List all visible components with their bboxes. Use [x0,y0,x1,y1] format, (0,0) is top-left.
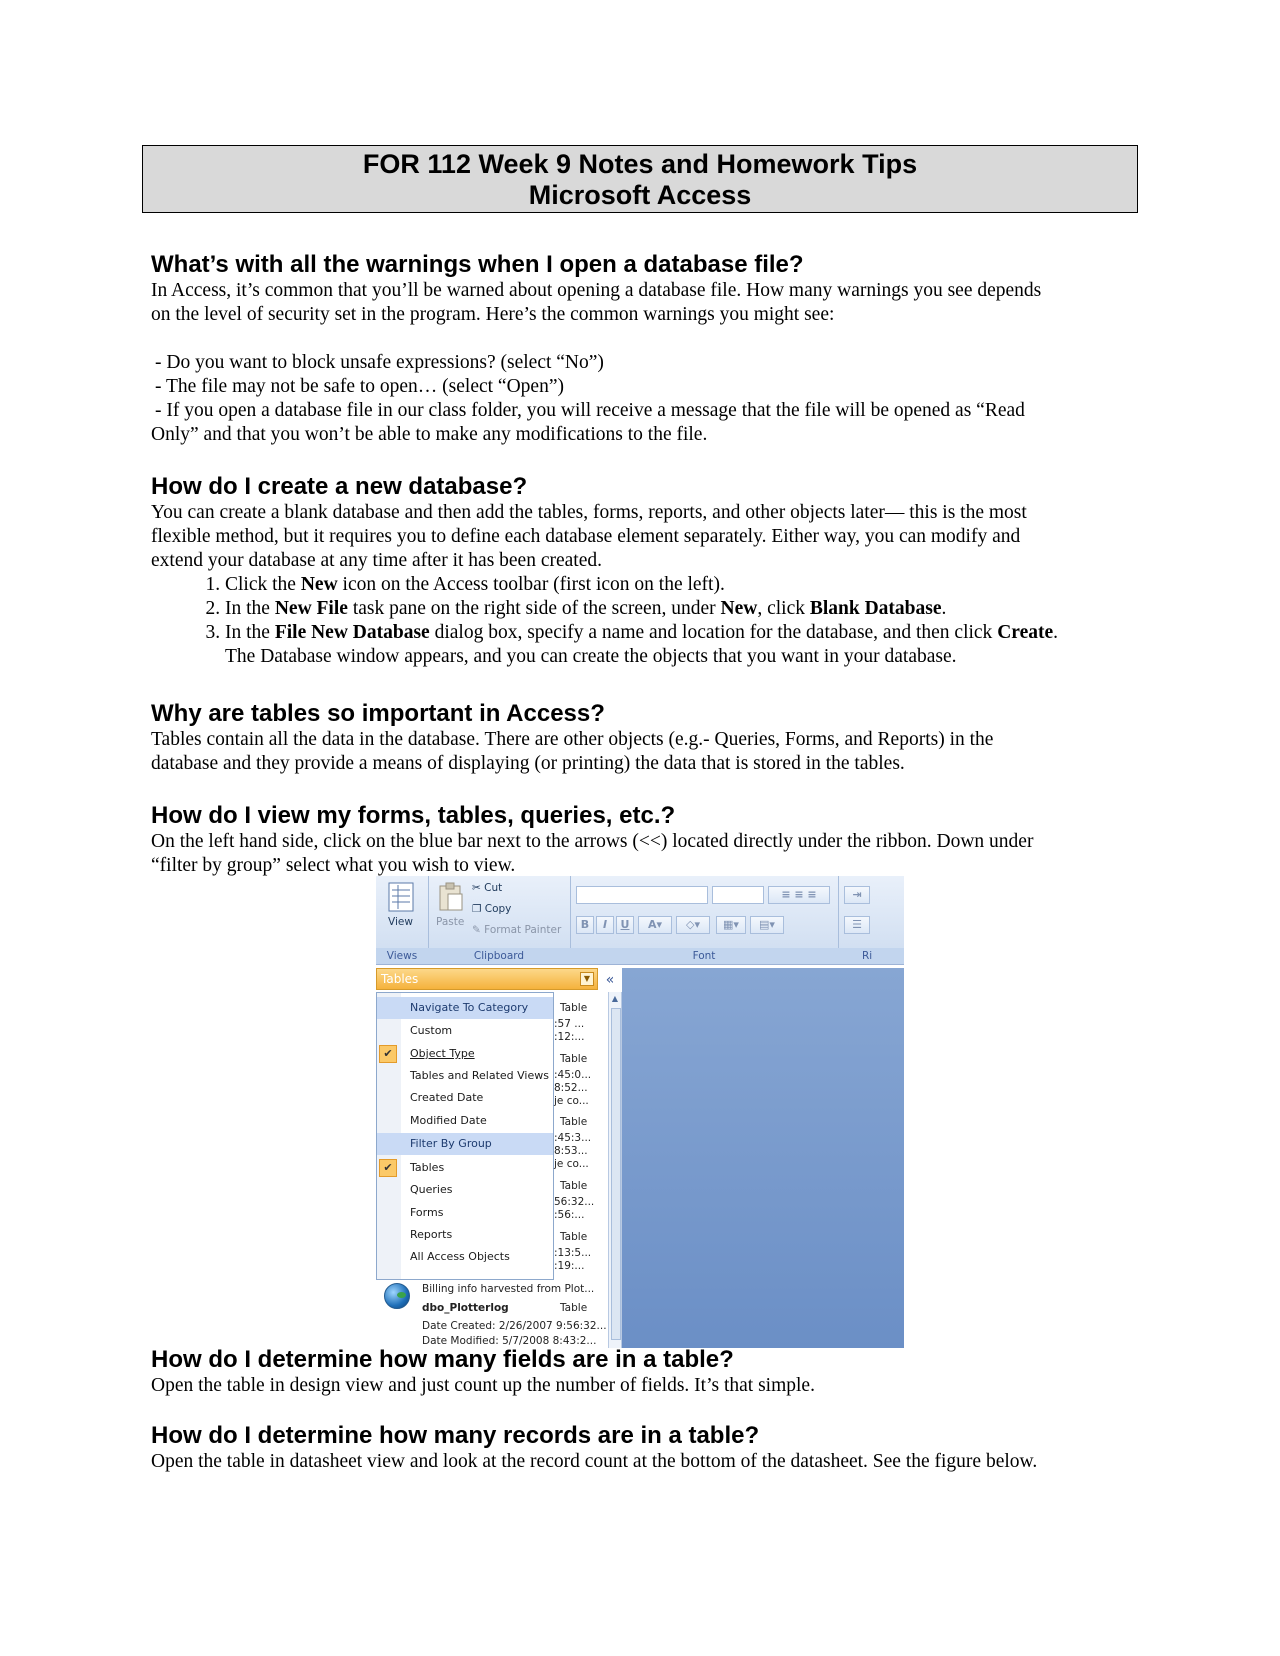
format-painter-button[interactable]: ✎ Format Painter [472,924,562,936]
ribbon-group-views [376,876,429,964]
font-name-select[interactable] [576,886,708,904]
create-step-2: 2. In the New File task pane on the right side of the screen, under New, click Blank Database. [225,597,1126,621]
nav-list-fragment: Table [560,1116,588,1128]
warnings-bullet-continued: Only” and that you won’t be able to make any modifications to the file. [151,424,708,445]
date-modified: Date Modified: 5/7/2008 8:43:2... [422,1335,597,1347]
brush-icon: ✎ [472,924,481,936]
records-para: Open the table in datasheet view and look at the record count at the bottom of the datasheet. See the figure below. [151,1451,1038,1472]
heading-view: How do I view my forms, tables, queries, etc.? [151,802,676,829]
heading-records: How do I determine how many records are in a table? [151,1422,760,1449]
heading-create: How do I create a new database? [151,473,528,500]
menu-item-created-date[interactable]: Created Date [410,1091,484,1104]
list-button[interactable]: ☰ [844,916,870,934]
bold-button[interactable]: B [576,916,594,934]
nav-list-fragment: Table [560,1180,588,1192]
nav-list-fragment: :13:5... [554,1247,592,1259]
scroll-up-icon[interactable]: ▲ [611,994,619,1003]
nav-list-fragment: Table [560,1053,588,1065]
menu-header-navigate: Navigate To Category [377,997,553,1019]
heading-tables: Why are tables so important in Access? [151,700,605,727]
indent-button[interactable]: ⇥ [844,886,870,904]
tables-para-line1: Tables contain all the data in the database. There are other objects (e.g.- Queries, Forms, and Reports) in the [151,729,994,750]
checkmark-icon: ✔ [379,1045,397,1063]
section-records [151,1422,1126,1474]
group-label-rich: Ri [838,948,904,964]
menu-item-reports[interactable]: Reports [410,1228,453,1241]
nav-list-fragment: 56:32... [554,1196,595,1208]
create-para-line1: You can create a blank database and then add the tables, forms, reports, and other objects later— this is the most [151,502,1027,523]
italic-button[interactable]: I [596,916,614,934]
paste-icon[interactable] [438,882,464,912]
nav-list-fragment: 8:53... [554,1145,588,1157]
underline-button[interactable]: U [616,916,634,934]
create-step-3: 3. In the File New Database dialog box, specify a name and location for the database, and then click Create. The Database window appears, and you can create the objects that you want in your database. [225,621,1126,669]
heading-fields: How do I determine how many fields are in a table? [151,1346,734,1373]
group-label-font: Font [570,948,838,964]
nav-list-fragment: :45:3... [554,1132,592,1144]
section-create [151,473,1126,669]
table-name[interactable]: dbo_Plotterlog [422,1302,509,1314]
nav-pane-header[interactable]: Tables ▼ [376,968,598,990]
font-size-select[interactable] [712,886,764,904]
fields-para: Open the table in design view and just count up the number of fields. It’s that simple. [151,1375,815,1396]
menu-item-queries[interactable]: Queries [410,1183,453,1196]
view-icon[interactable] [388,882,414,912]
nav-list-fragment: je co... [554,1095,589,1107]
heading-warnings: What’s with all the warnings when I open a database file? [151,251,804,278]
section-fields [151,1346,1126,1398]
access-ribbon [376,876,904,965]
nav-scrollbar[interactable] [608,992,622,1348]
nav-list-fragment: :12:... [554,1031,585,1043]
warnings-para-line1: In Access, it’s common that you’ll be warned about opening a database file. How many warnings you see depends [151,280,1042,301]
menu-item-forms[interactable]: Forms [410,1206,444,1219]
group-label-clipboard: Clipboard [428,948,570,964]
view-para-line2: “filter by group” select what you wish to view. [151,855,516,876]
paste-button[interactable]: Paste [436,916,465,928]
billing-description: Billing info harvested from Plot... [422,1283,595,1295]
ribbon-group-font [570,876,839,964]
section-view [151,802,1126,878]
menu-item-custom[interactable]: Custom [410,1024,453,1037]
nav-list-fragment: :56:... [554,1209,585,1221]
document-subtitle: Microsoft Access [528,180,752,210]
scissors-icon: ✂ [472,882,481,894]
nav-list-fragment: Table [560,1002,588,1014]
warnings-bullet: - Do you want to block unsafe expressions? (select “No”) [155,352,604,373]
view-para-line1: On the left hand side, click on the blue bar next to the arrows (<<) located directly under the ribbon. Down under [151,831,1034,852]
create-para-line3: extend your database at any time after it has been created. [151,550,602,571]
nav-list-fragment: 8:52... [554,1082,588,1094]
date-created: Date Created: 2/26/2007 9:56:32... [422,1320,607,1332]
warnings-bullet: - If you open a database file in our class folder, you will receive a message that the file will be opened as “Read [155,400,1025,421]
gridlines-button[interactable]: ▦▾ [716,916,746,934]
menu-item-all-objects[interactable]: All Access Objects [410,1250,510,1263]
section-tables [151,700,1126,776]
create-para-line2: flexible method, but it requires you to define each database element separately. Either way, you can modify and [151,526,1021,547]
menu-item-modified-date[interactable]: Modified Date [410,1114,487,1127]
create-step-1: 1. Click the New icon on the Access toolbar (first icon on the left). [225,573,1126,597]
alternate-fill-button[interactable]: ▤▾ [750,916,784,934]
table-type: Table [560,1302,588,1314]
workspace-area [622,968,904,1348]
document-title: FOR 112 Week 9 Notes and Homework Tips [362,149,918,179]
cut-button[interactable]: ✂ Cut [472,882,503,894]
warnings-bullet: - The file may not be safe to open… (select “Open”) [155,376,564,397]
copy-button[interactable]: ❐ Copy [472,903,512,915]
nav-list-fragment: :19:... [554,1260,585,1272]
document-title-box [142,145,1138,213]
nav-list-fragment: :57 ... [554,1018,585,1030]
view-button[interactable]: View [388,916,413,928]
filter-dropdown-menu [376,992,554,1280]
chevron-down-icon[interactable]: ▼ [580,972,594,986]
align-buttons[interactable]: ≡ ≡ ≡ [768,886,830,904]
group-label-views: Views [376,948,428,964]
warnings-list [151,351,1126,447]
warnings-para-line2: on the level of security set in the program. Here’s the common warnings you might see: [151,304,835,325]
ribbon-group-rich-text [838,876,904,964]
create-steps [151,573,1126,669]
ribbon-group-clipboard [428,876,571,964]
menu-item-tables[interactable]: ✔ Tables [377,1157,553,1179]
copy-icon: ❐ [472,903,482,915]
nav-list-fragment: Table [560,1231,588,1243]
nav-list-fragment: je co... [554,1158,589,1170]
tables-para-line2: database and they provide a means of displaying (or printing) the data that is stored in the tables. [151,753,905,774]
font-color-button[interactable]: A▾ [638,916,672,934]
globe-icon [384,1283,410,1309]
menu-item-object-type[interactable]: ✔ Object Type [377,1043,553,1065]
menu-header-filter-by-group: Filter By Group [377,1133,553,1155]
fill-color-button[interactable]: ◇▾ [676,916,710,934]
checkmark-icon: ✔ [379,1159,397,1177]
nav-list-fragment: :45:0... [554,1069,592,1081]
section-warnings [151,251,1126,447]
collapse-nav-button[interactable]: « [605,972,615,988]
access-screenshot [376,876,904,1348]
menu-item-tables-related[interactable]: Tables and Related Views [410,1069,549,1082]
